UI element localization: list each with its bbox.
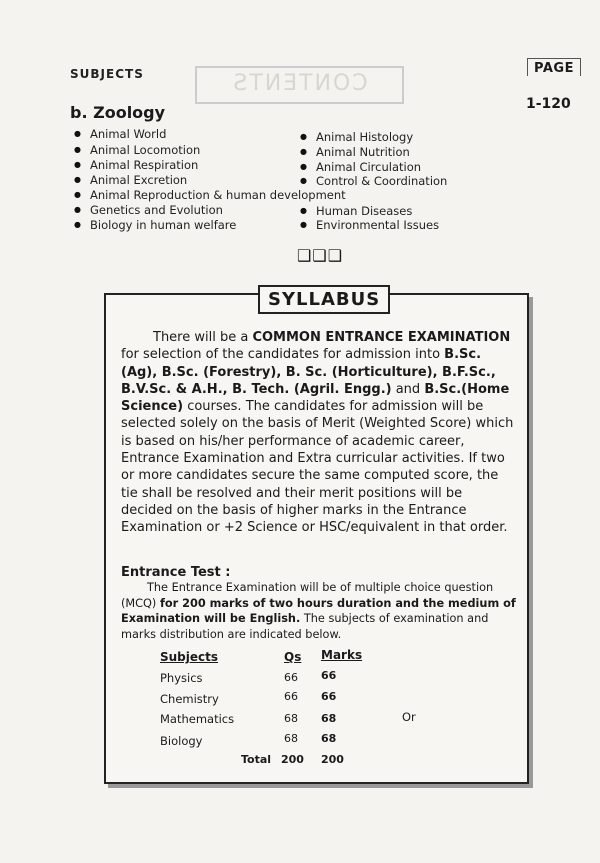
topic-item: ● Animal World	[90, 127, 166, 141]
entrance-test-paragraph: The Entrance Examination will be of multiple choice question (MCQ) for 200 marks of two hours duration and the medium of Examination will be English. The subjects of examination and marks distribution are indicated below.	[121, 581, 516, 641]
syllabus-title: SYLLABUS	[258, 285, 390, 314]
table-cell-qs: 68	[284, 712, 298, 725]
table-cell-qs: 68	[284, 732, 298, 745]
faded-contents-banner: CONTENTS	[195, 66, 404, 104]
entrance-test-heading: Entrance Test :	[121, 565, 231, 580]
table-cell-subject: Chemistry	[160, 692, 219, 706]
topic-item: ● Animal Locomotion	[90, 143, 200, 157]
table-cell-qs: 66	[284, 690, 298, 703]
syllabus-paragraph: There will be a COMMON ENTRANCE EXAMINATION for selection of the candidates for admission into B.Sc.(Ag), B.Sc. (Forestry), B. Sc. (Horticulture), B.F.Sc., B.V.Sc. & A.H., B. Tech. (Agril. Engg.) and B.Sc.(Home Science) courses. The candidates for admission will be selected solely on the basis of Merit (Weighted Score) which is based on his/her performance of academic career, Entrance Examination and Extra curricular activities. If two or more candidates secure the same computed score, the tie shall be resolved and their merit positions will be decided on the basis of higher marks in the Entrance Examination or +2 Science or HSC/equivalent in that order.	[121, 330, 514, 536]
topic-item: ● Genetics and Evolution	[90, 203, 223, 217]
section-title-zoology: b. Zoology	[70, 103, 166, 122]
table-cell-marks: 66	[321, 669, 337, 682]
topic-item: ● Human Diseases	[316, 204, 412, 218]
table-cell-subject: Mathematics	[160, 712, 235, 726]
subjects-label: SUBJECTS	[70, 67, 144, 81]
topic-item: ● Environmental Issues	[316, 218, 439, 232]
page-range: 1-120	[526, 96, 571, 112]
table-total-marks: 200	[321, 753, 344, 766]
topic-item: ● Animal Nutrition	[316, 145, 410, 159]
table-header-qs: Qs	[284, 650, 302, 664]
topic-item: ● Animal Histology	[316, 130, 413, 144]
topic-item: ● Control & Coordination	[316, 174, 447, 188]
page-label: PAGE	[527, 58, 581, 76]
topic-item: ● Animal Circulation	[316, 160, 421, 174]
table-header-marks: Marks	[321, 648, 363, 662]
table-cell-marks: 68	[321, 712, 337, 725]
table-header-subjects: Subjects	[160, 650, 219, 664]
table-cell-subject: Physics	[160, 671, 203, 685]
or-label: Or	[402, 710, 416, 724]
section-separator: ❑❑❑	[297, 246, 344, 265]
topic-item: ● Animal Reproduction & human development	[90, 188, 346, 202]
table-cell-marks: 68	[321, 732, 337, 745]
table-cell-qs: 66	[284, 671, 298, 684]
topic-item: ● Animal Respiration	[90, 158, 198, 172]
topic-item: ● Animal Excretion	[90, 173, 187, 187]
table-total-label: Total	[241, 753, 272, 766]
table-total-qs: 200	[281, 753, 304, 766]
table-cell-marks: 66	[321, 690, 337, 703]
topic-item: ● Biology in human welfare	[90, 218, 236, 232]
table-cell-subject: Biology	[160, 734, 203, 748]
